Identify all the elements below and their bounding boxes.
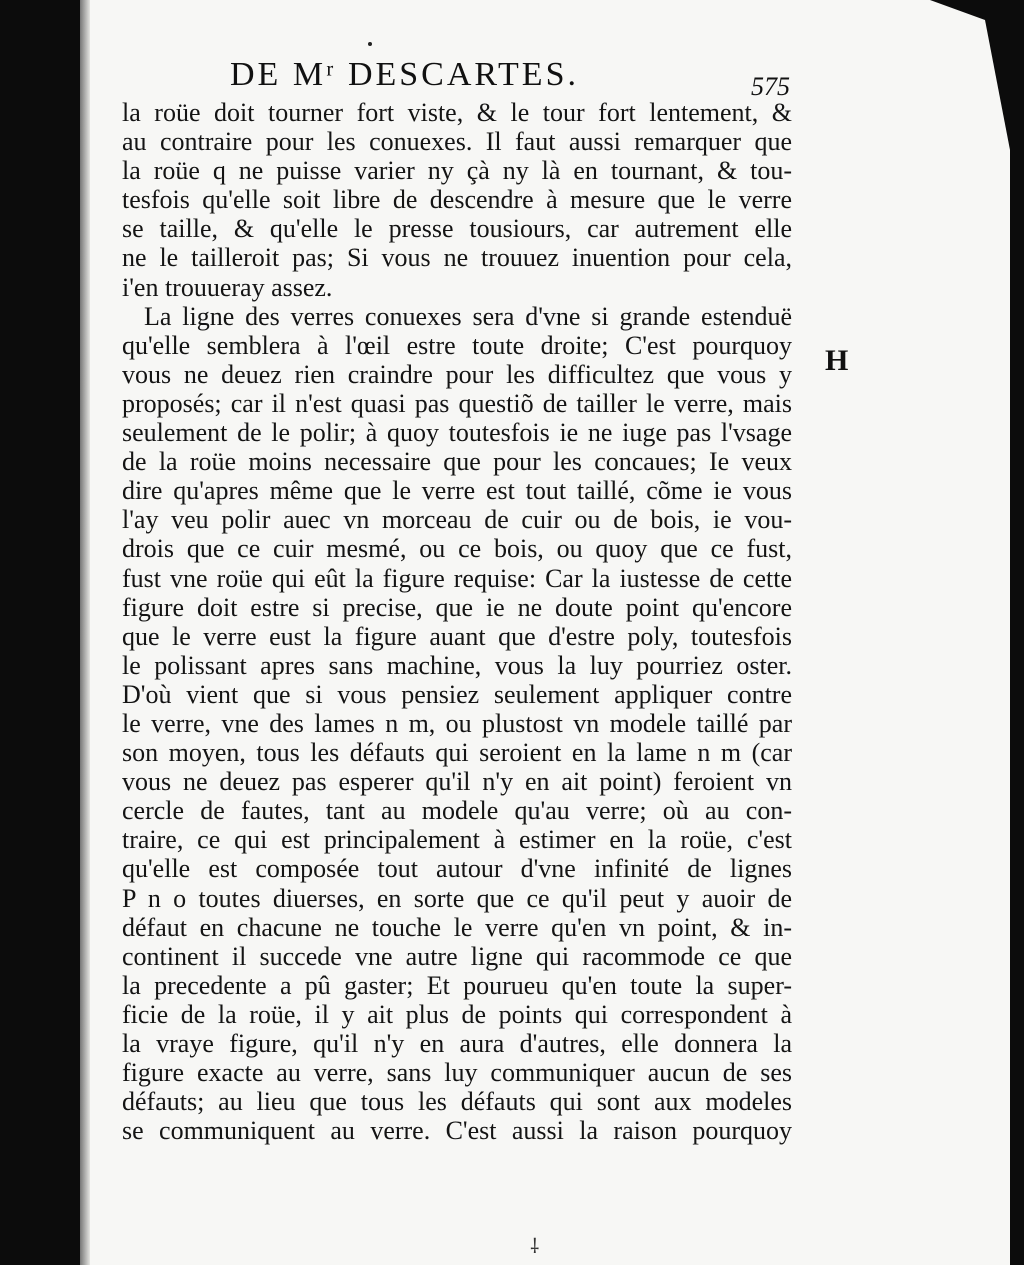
text-line: tesfois qu'elle soit libre de descendre à mesure que le verre [122, 185, 792, 215]
text-line: la roüe q ne puisse varier ny çà ny là en tournant, & tou- [122, 156, 792, 186]
ink-speck [368, 42, 372, 46]
page-left-edge [80, 0, 90, 1265]
text-line: son moyen, tous les défauts qui seroient en la lame n m (car [122, 738, 792, 768]
text-line: la vraye figure, qu'il n'y en aura d'autres, elle donnera la [122, 1029, 792, 1058]
running-head: DE Mʳ DESCARTES. [230, 56, 579, 93]
text-line: continent il succede vne autre ligne qui racommode ce que [122, 941, 792, 971]
text-line: défauts; au lieu que tous les défauts qui sont aux modeles [122, 1087, 792, 1117]
text-line: qu'elle semblera à l'œil estre toute droite; C'est pourquoy [122, 330, 792, 360]
bottom-mark: ⸸ [530, 1234, 540, 1258]
text-line: drois que ce cuir mesmé, ou ce bois, ou quoy que ce fust, [122, 534, 792, 564]
text-line: traire, ce qui est principalement à estimer en la roüe, c'est [122, 825, 792, 855]
text-line: ficie de la roüe, il y ait plus de points qui correspondent à [122, 999, 792, 1029]
text-line: la precedente a pû gaster; Et pourueu qu'en toute la super- [122, 970, 792, 1000]
text-line: ne le tailleroit pas; Si vous ne trouuez inuention pour cela, [122, 243, 792, 273]
page-header [150, 56, 790, 100]
text-line: de la roüe moins necessaire que pour les concaues; Ie veux [122, 447, 792, 477]
text-line: la roüe doit tourner fort viste, & le tour fort lentement, & [122, 98, 792, 127]
text-line: vous ne deuez rien craindre pour les difficultez que vous y [122, 359, 792, 389]
text-line: D'où vient que si vous pensiez seulement appliquer contre [122, 679, 792, 709]
text-line: se communiquent au verre. C'est aussi la raison pourquoy [122, 1116, 792, 1146]
text-line: P n o toutes diuerses, en sorte que ce qu'il peut y auoir de [122, 883, 792, 913]
text-line: que le verre eust la figure auant que d'estre poly, toutesfois [122, 621, 792, 651]
text-line: le verre, vne des lames n m, ou plustost vn modele taillé par [122, 708, 792, 738]
text-line: au contraire pour les conuexes. Il faut aussi remarquer que [122, 127, 792, 157]
text-line: défaut en chacune ne touche le verre qu'en vn point, & in- [122, 912, 792, 942]
text-line: se taille, & qu'elle le presse tousiours, car autrement elle [122, 214, 792, 244]
text-line: proposés; car il n'est quasi pas questiõ de tailler le verre, mais [122, 388, 792, 418]
text-line: i'en trouueray assez. [122, 272, 333, 302]
text-line: fust vne roüe qui eût la figure requise: Car la iustesse de cette [122, 563, 792, 593]
text-line: La ligne des verres conuexes sera d'vne si grande estenduë [144, 301, 792, 331]
margin-note: H [825, 344, 849, 377]
text-line: qu'elle est composée tout autour d'vne infinité de lignes [122, 854, 792, 884]
text-line: vous ne deuez pas esperer qu'il n'y en ait point) feroient vn [122, 767, 792, 797]
text-line: cercle de fautes, tant au modele qu'au verre; où au con- [122, 796, 792, 826]
text-line: dire qu'apres même que le verre est tout taillé, cõme ie vous [122, 476, 792, 506]
body-text [122, 98, 792, 1145]
text-line: seulement de le polir; à quoy toutesfois ie ne iuge pas l'vsage [122, 418, 792, 448]
text-line: figure exacte au verre, sans luy communiquer aucun de ses [122, 1058, 792, 1088]
text-line: figure doit estre si precise, que ie ne doute point qu'encore [122, 592, 792, 622]
text-line: l'ay veu polir auec vn morceau de cuir ou de bois, ie vou- [122, 505, 792, 535]
text-line: le polissant apres sans machine, vous la luy pourriez oster. [122, 650, 792, 680]
page-number: 575 [751, 72, 790, 101]
